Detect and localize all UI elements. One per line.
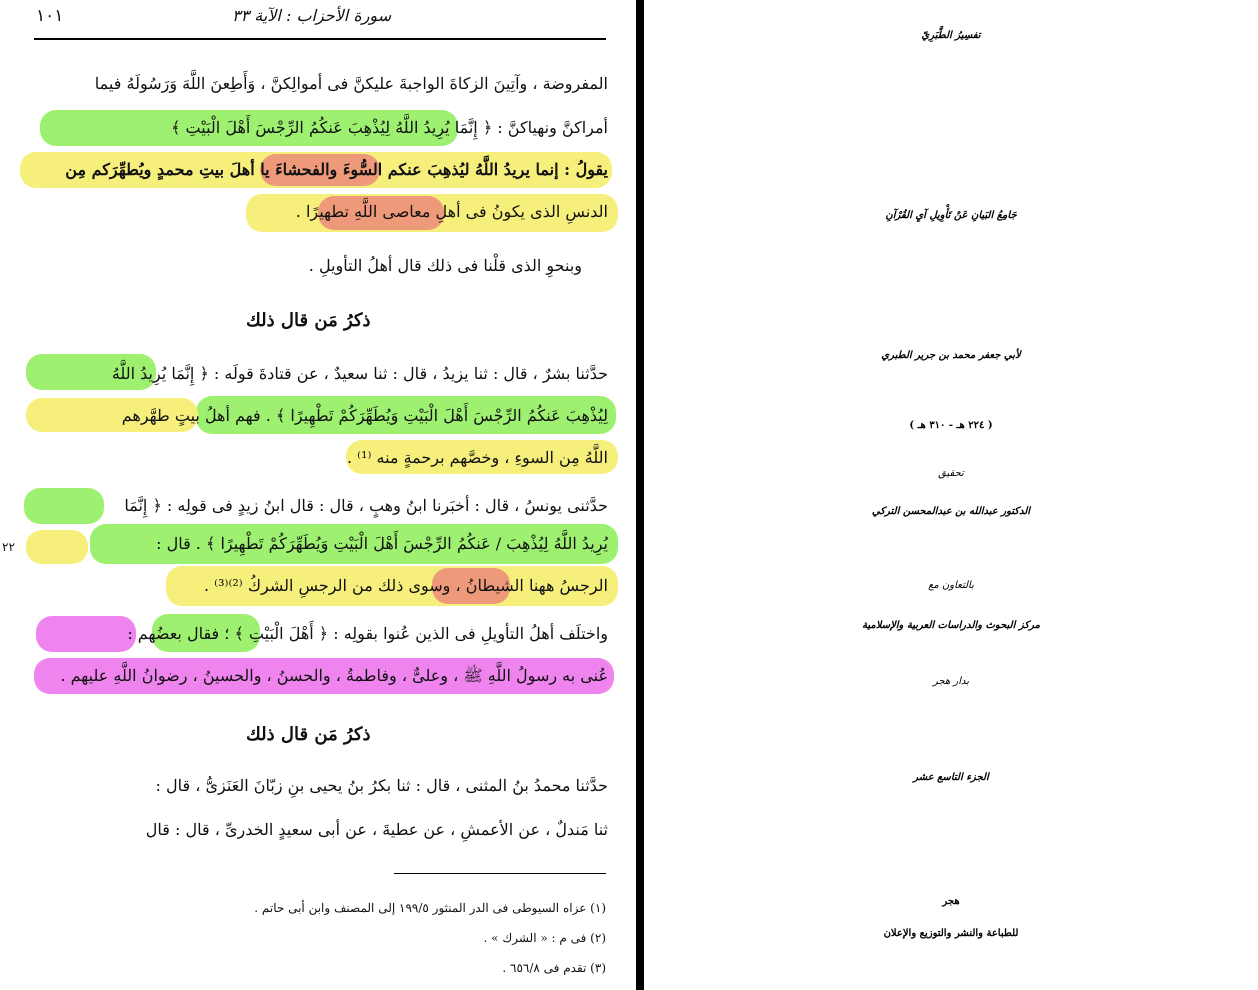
volume-label: الجزء التاسع عشر bbox=[913, 772, 989, 783]
cover-years: ( ٢٢٤ هـ - ٣١٠ هـ ) bbox=[909, 420, 993, 431]
page-divider bbox=[636, 0, 644, 990]
cover-author: لأبي جعفر محمد بن جرير الطبري bbox=[881, 350, 1021, 361]
highlight-yellow bbox=[26, 530, 88, 564]
research-center: مركز البحوث والدراسات العربية والإسلامية bbox=[861, 620, 1041, 631]
text-line: اللَّهُ مِن السوءِ ، وخصَّهم برحمةٍ منه ⁽¹⁾ . bbox=[346, 448, 608, 467]
footnote: (٢) فى م : « الشرك » . bbox=[483, 931, 606, 945]
header-rule bbox=[34, 38, 606, 40]
cooperation-label: بالتعاون مع bbox=[928, 580, 974, 591]
highlight-pink bbox=[36, 616, 136, 652]
cover-title: تفسِيرُ الطَّبَرِيّ bbox=[921, 30, 981, 41]
footnote: (١) عزاه السيوطى فى الدر المنثور ١٩٩/٥ إلى المصنف وابن أبى حاتم . bbox=[254, 901, 606, 915]
text-line: المفروضة ، وآتِينَ الزكاةَ الواجبةَ عليكنَّ فى أموالِكنَّ ، وَأَطِعنَ اللَّهَ وَرَسُولَهُ فيما bbox=[94, 74, 608, 93]
publisher-logo: هجر bbox=[942, 896, 960, 907]
page-header: سورة الأحزاب : الآية ٣٣ bbox=[232, 6, 392, 25]
text-line: حدَّثنا محمدُ بنُ المثنى ، قال : ثنا بكرُ بنُ يحيى بنِ زبّانَ العَنَزىُّ ، قال : bbox=[155, 776, 608, 795]
text-line: ثنا مَندلٌ ، عن الأعمشِ ، عن عطيةَ ، عن أبى سعيدٍ الخدرىِّ ، قال : قال bbox=[145, 820, 608, 839]
text-line: وبنحوِ الذى قلْنا فى ذلك قال أهلُ التأويلِ . bbox=[308, 256, 582, 275]
text-line: يقولُ : إنما يريدُ اللَّهُ ليُذهِبَ عنكم السُّوءَ والفحشاءَ يا أهلَ بيتِ محمدٍ ويُطهِّرَكم مِن bbox=[65, 160, 608, 179]
cover-subtitle: جَامِعُ البَيانِ عَنْ تَأْوِيلِ آيِ القُرْآنِ bbox=[885, 210, 1017, 221]
dar-label: بدار هجر bbox=[932, 676, 970, 687]
text-line: واختلَف أهلُ التأويلِ فى الذين عُنوا بقولِه : ﴿ أَهْلَ الْبَيْتِ ﴾ ؛ فقال بعضُهم : bbox=[127, 624, 608, 643]
text-line: يُرِيدُ اللَّهُ لِيُذْهِبَ / عَنكُمُ الرِّجْسَ أَهْلَ الْبَيْتِ وَيُطَهِّرَكُمْ تَطْهِيرًا ﴾ . قال : bbox=[156, 534, 608, 553]
left-page bbox=[0, 0, 622, 990]
section-heading: ذكرُ مَن قال ذلك bbox=[246, 310, 371, 331]
text-line: لِيُذْهِبَ عَنكُمُ الرِّجْسَ أَهْلَ الْبَيْتِ وَيُطَهِّرَكُمْ تَطْهِيرًا ﴾ . فهم أهلُ بيتٍ طهَّرهم bbox=[121, 406, 608, 425]
section-heading: ذكرُ مَن قال ذلك bbox=[246, 724, 371, 745]
publisher-line: للطباعة والنشر والتوزيع والإعلان bbox=[883, 928, 1019, 939]
right-page-cover bbox=[644, 0, 1258, 990]
highlight-green bbox=[24, 488, 104, 524]
cover-editor: الدكتور عبدالله بن عبدالمحسن التركي bbox=[871, 506, 1031, 517]
text-line: أمراكنَّ ونهياكنَّ : ﴿ إِنَّمَا يُرِيدُ اللَّهُ لِيُذْهِبَ عَنكُمُ الرِّجْسَ أَهْلَ الْبَيْتِ ﴾ bbox=[171, 118, 608, 137]
page-number: ١٠١ bbox=[36, 6, 64, 26]
text-line: حدَّثنى يونسُ ، قال : أخبَرنا ابنُ وهبٍ ، قال : قال ابنُ زيدٍ فى قولِه : ﴿ إِنَّمَا bbox=[124, 496, 608, 515]
margin-reference: ٢٢ bbox=[2, 540, 15, 554]
text-line: حدَّثنا بشرٌ ، قال : ثنا يزيدُ ، قال : ثنا سعيدٌ ، عن قتادةَ قولَه : ﴿ إِنَّمَا يُرِيدُ اللَّهُ bbox=[111, 364, 608, 383]
footnote: (٣) تقدم فى ٦٥٦/٨ . bbox=[502, 961, 606, 975]
text-line: الدنسِ الذى يكونُ فى أهلِ معاصى اللَّهِ تطهيرًا . bbox=[295, 202, 608, 221]
text-line: عُنى به رسولُ اللَّهِ ﷺ ، وعلىٌّ ، وفاطمةُ ، والحسنُ ، والحسينُ ، رضوانُ اللَّهِ عليهم . bbox=[60, 666, 608, 685]
footnote-rule bbox=[394, 873, 606, 874]
edited-by-label: تحقيق bbox=[938, 468, 964, 479]
text-line: الرجسُ ههنا الشيطانُ ، وسوى ذلك من الرجسِ الشركُ ⁽²⁾⁽³⁾ . bbox=[203, 576, 608, 595]
